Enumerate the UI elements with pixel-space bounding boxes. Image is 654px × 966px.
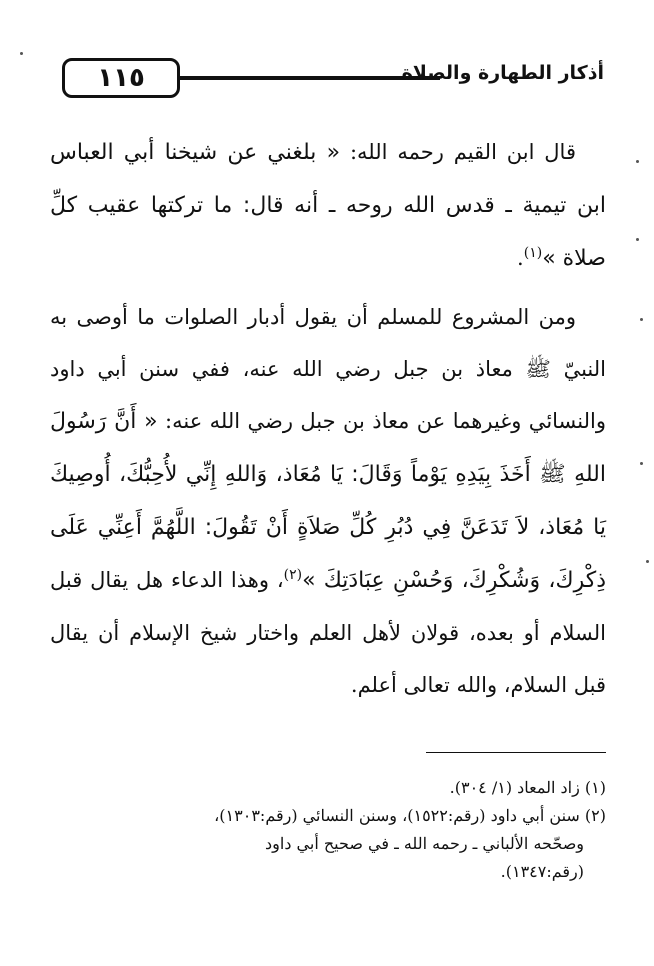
quote-ibn-taymiyyah: « بلغني عن شيخنا أبي العباس ابن تيمية ـ قدس الله روحه ـ أنه قال: ما تركتها عقيب كلِّ صلاة » xyxy=(50,140,606,271)
scan-speck xyxy=(20,52,23,55)
scan-speck xyxy=(640,318,643,321)
footnotes xyxy=(50,774,606,886)
paragraph-muadh-hadith xyxy=(50,291,606,711)
scan-speck xyxy=(646,560,649,563)
footnote-ref-1: (١) xyxy=(523,245,543,261)
page-header xyxy=(44,58,604,104)
footnote-2-line-2: وصحّحه الألباني ـ رحمه الله ـ في صحيح أبي داود xyxy=(265,834,584,853)
paragraph-intro-2: ومن المشروع للمسلم أن يقول أدبار الصلوات ما أوصى به النبيّ ﷺ معاذ بن جبل رضي الله عنه، ففي سنن أبي داود والنسائي وغيرهما عن معاذ بن جبل رضي الله عنه: xyxy=(50,305,607,433)
scan-speck xyxy=(636,160,639,163)
paragraph-conclusion: ، وهذا الدعاء هل يقال قبل السلام أو بعده، قولان لأهل العلم واختار شيخ الإسلام أن يقال قبل السلام، والله تعالى أعلم. xyxy=(50,568,606,697)
scan-speck xyxy=(640,462,643,465)
footnote-ref-2: (٢) xyxy=(283,567,303,583)
footnote-separator xyxy=(426,752,606,753)
scan-speck xyxy=(636,238,639,241)
footnote-1: (١) زاد المعاد (١/ ٣٠٤). xyxy=(449,778,606,797)
hadith-text: « أَنَّ رَسُولَ اللهِ ﷺ أَخَذَ بِيَدِهِ يَوْماً وَقَالَ: يَا مُعَاذ، وَاللهِ إِنِّي لأُحِبُّكَ، أُوصِيكَ يَا مُعَاذ، لاَ تَدَعَنَّ فِي دُبُرِ كُلِّ صَلاَةٍ أَنْ تَقُولَ: اللَّهُمَّ أَعِنِّي عَلَى ذِكْرِكَ، وَشُكْرِكَ، وَحُسْنِ عِبَادَتِكَ » xyxy=(50,409,607,593)
footnote-2-line-3: (رقم:١٣٤٧). xyxy=(500,862,584,881)
footnote-2-line-1: (٢) سنن أبي داود (رقم:١٥٢٢)، وسنن النسائي (رقم:١٣٠٣)، xyxy=(214,806,606,825)
paragraph-ibn-qayyim-quote xyxy=(50,126,606,285)
main-text xyxy=(50,126,606,711)
paragraph-intro: قال ابن القيم رحمه الله: xyxy=(349,140,576,164)
page-number: ١١٥ xyxy=(62,58,180,98)
running-title: أذكار الطهارة والصلاة xyxy=(401,62,604,84)
sentence-end: . xyxy=(517,246,524,270)
